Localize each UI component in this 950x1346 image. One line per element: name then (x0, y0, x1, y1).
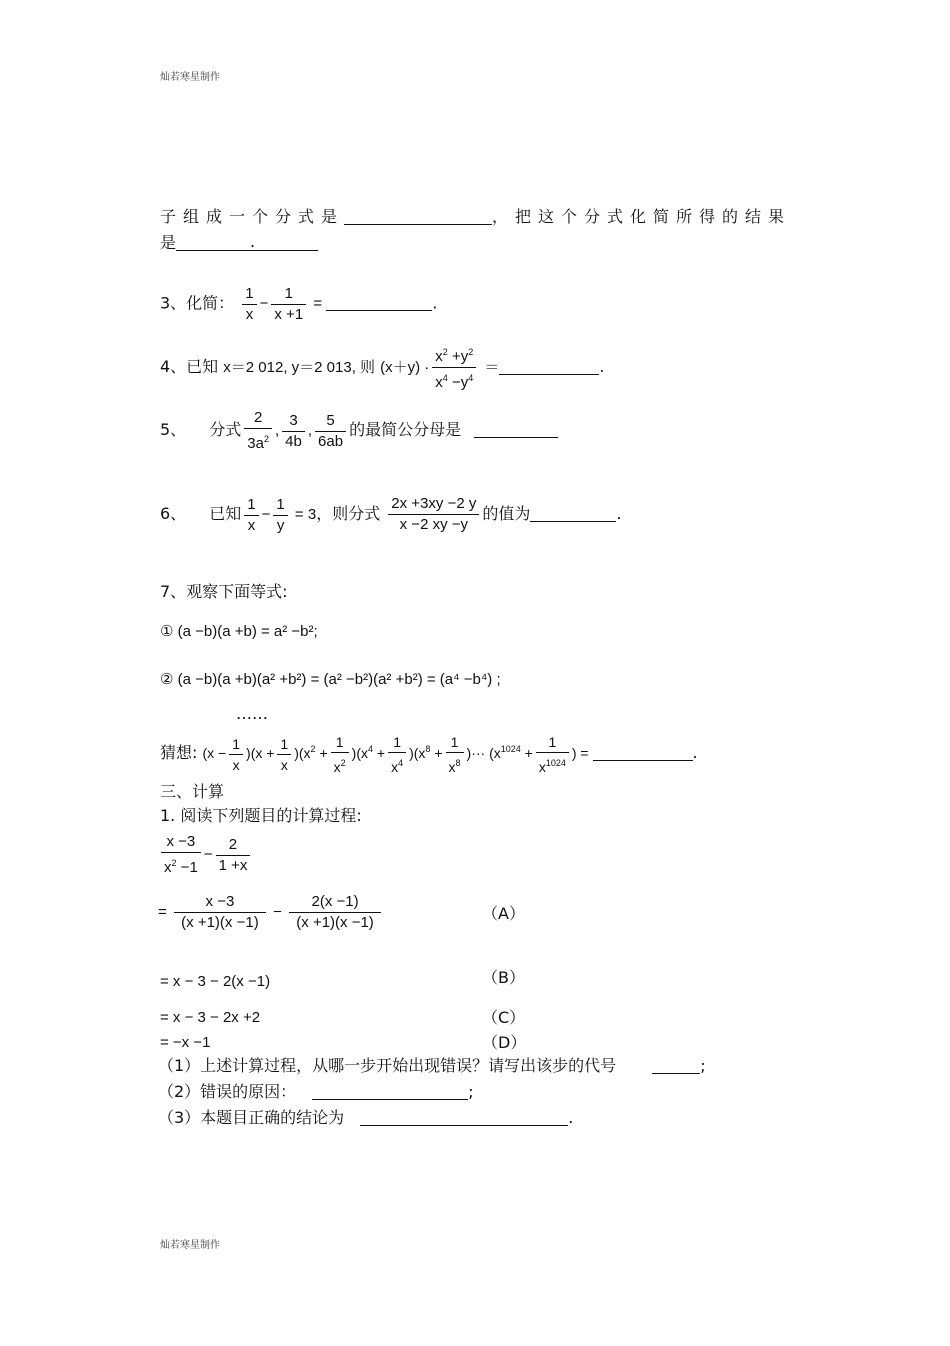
section-3-q2-blank[interactable] (312, 1083, 468, 1100)
q7-eq2: ② (a −b)(a +b)(a² +b²) = (a² −b²)(a² +b²) = (a⁴ −b⁴) ; (160, 671, 501, 688)
q6-label: 6、 (160, 504, 187, 523)
calc-step-d: = −x −1 (160, 1034, 211, 1051)
q4-blank[interactable] (499, 358, 599, 375)
q5-blank[interactable] (474, 421, 558, 438)
section-3-q2 (158, 1082, 474, 1102)
q5-text: 分式 (209, 419, 242, 439)
q5-tail: 的最简公分母是 (349, 419, 462, 439)
section-3-q1-blank[interactable] (652, 1057, 700, 1074)
q3-end: . (432, 293, 438, 313)
q7-label: 7、观察下面等式: (160, 582, 288, 601)
q7-guess-line (160, 732, 698, 777)
q6-mid: ，则分式 (316, 504, 381, 523)
q7-guess-expression: (x − $\frac{1}{x}$ )(x + $\frac{1}{x}$ )($x^2$ + $\frac{1}{x^2}$ )($x^4$ + $\frac{1}{x^4}$ )($x^8$ + $\frac{1}{x^8}$ )··· ($x^{1024}$ + $\frac{1}{x^{1024}}$ ) = (202, 734, 593, 775)
q6-fraction: $\frac{2x +3xy -2 y}{x -2 xy -y}$ (388, 494, 479, 535)
q3-line (160, 284, 437, 325)
q6-condition: $\frac{1}{x}$ − $\frac{1}{y}$ = 3 (241, 506, 316, 523)
q3-blank[interactable] (326, 294, 432, 311)
q6-text: 已知 (209, 504, 242, 523)
q4-fraction: $\frac{x^2 +y^2}{x^4 -y^4}$ (432, 342, 476, 393)
section-3-title: 三、计算 (160, 782, 225, 801)
q7-end: . (692, 743, 698, 763)
q4-label: 4、已知 (160, 357, 219, 376)
calc-original-expression: $\frac{x -3}{x^2 -1}$ − $\frac{2}{1 +x}$ (158, 832, 253, 878)
q2-blank-2[interactable] (176, 234, 318, 251)
q5-label: 5、 (160, 419, 187, 439)
q4-condition: x＝2 012, y＝2 013, 则 (223, 359, 376, 376)
calc-step-c: = x − 3 − 2x +2 (160, 1009, 261, 1026)
q4-factor: (x＋y) · (380, 359, 430, 376)
section-3-q1-text: （1）上述计算过程，从哪一步开始出现错误？请写出该步的代号 (158, 1056, 617, 1075)
q5-line (160, 408, 558, 454)
calc-step-a: = $\frac{x -3}{(x +1)(x -1)}$ − $\frac{2(x -1)}{(x +1)(x -1)}$ (158, 892, 384, 933)
q7-ellipsis: …… (236, 704, 268, 723)
q2-text-b: ，把这个分式化简所得的结果 (492, 207, 792, 226)
tag-a: （A） (482, 904, 525, 923)
q7-guess-label: 猜想: (160, 743, 198, 763)
tag-b: （B） (482, 968, 525, 987)
q2-line2 (160, 233, 318, 253)
q7-blank[interactable] (593, 744, 693, 761)
section-3-q1 (158, 1056, 706, 1076)
section-3-q1-end: ; (700, 1056, 706, 1075)
tag-d: （D） (482, 1033, 527, 1052)
q6-line (160, 494, 621, 536)
section-3-q3-end: . (568, 1108, 574, 1127)
q2-dot: . (250, 232, 256, 251)
q7-eq1: ① (a −b)(a +b) = a² −b²; (160, 623, 318, 640)
calc-step-b: = x − 3 − 2(x −1) (160, 973, 271, 990)
q2-text-a: 子组成一个分式是 (160, 207, 345, 226)
page-footer: 灿若寒星制作 (160, 1240, 220, 1251)
q6-tail: 的值为 (482, 504, 531, 523)
section-3-q3-text: （3）本题目正确的结论为 (158, 1108, 345, 1127)
q4-line: 4、已知 x＝2 012, y＝2 013, 则 (x＋y) · $\frac{x^2 +y^2}{x^4 -y^4}$ ＝ . (160, 342, 604, 393)
section-3-q3-blank[interactable] (360, 1109, 568, 1126)
tag-c: （C） (482, 1008, 526, 1027)
q2-blank-1[interactable] (344, 208, 492, 225)
q3-label: 3、化简： (160, 293, 235, 313)
q2-line1 (160, 207, 791, 227)
section-3-q2-text: （2）错误的原因： (158, 1082, 297, 1101)
q6-blank[interactable] (530, 505, 616, 522)
q2-text-c: 是 (160, 233, 177, 252)
section-3-q2-end: ; (468, 1082, 474, 1101)
page-header: 灿若寒星制作 (160, 72, 220, 83)
q6-end: . (616, 504, 622, 523)
q4-end: . (599, 357, 605, 376)
section-3-p1: 1. 阅读下列题目的计算过程: (160, 806, 362, 825)
section-3-q3 (158, 1108, 573, 1128)
q5-fractions: $\frac{2}{3a^2}$ , $\frac{3}{4b}$ , $\frac{5}{6ab}$ (241, 422, 349, 439)
q3-expression: $\frac{1}{x}$ − $\frac{1}{x +1}$ = (239, 295, 326, 312)
